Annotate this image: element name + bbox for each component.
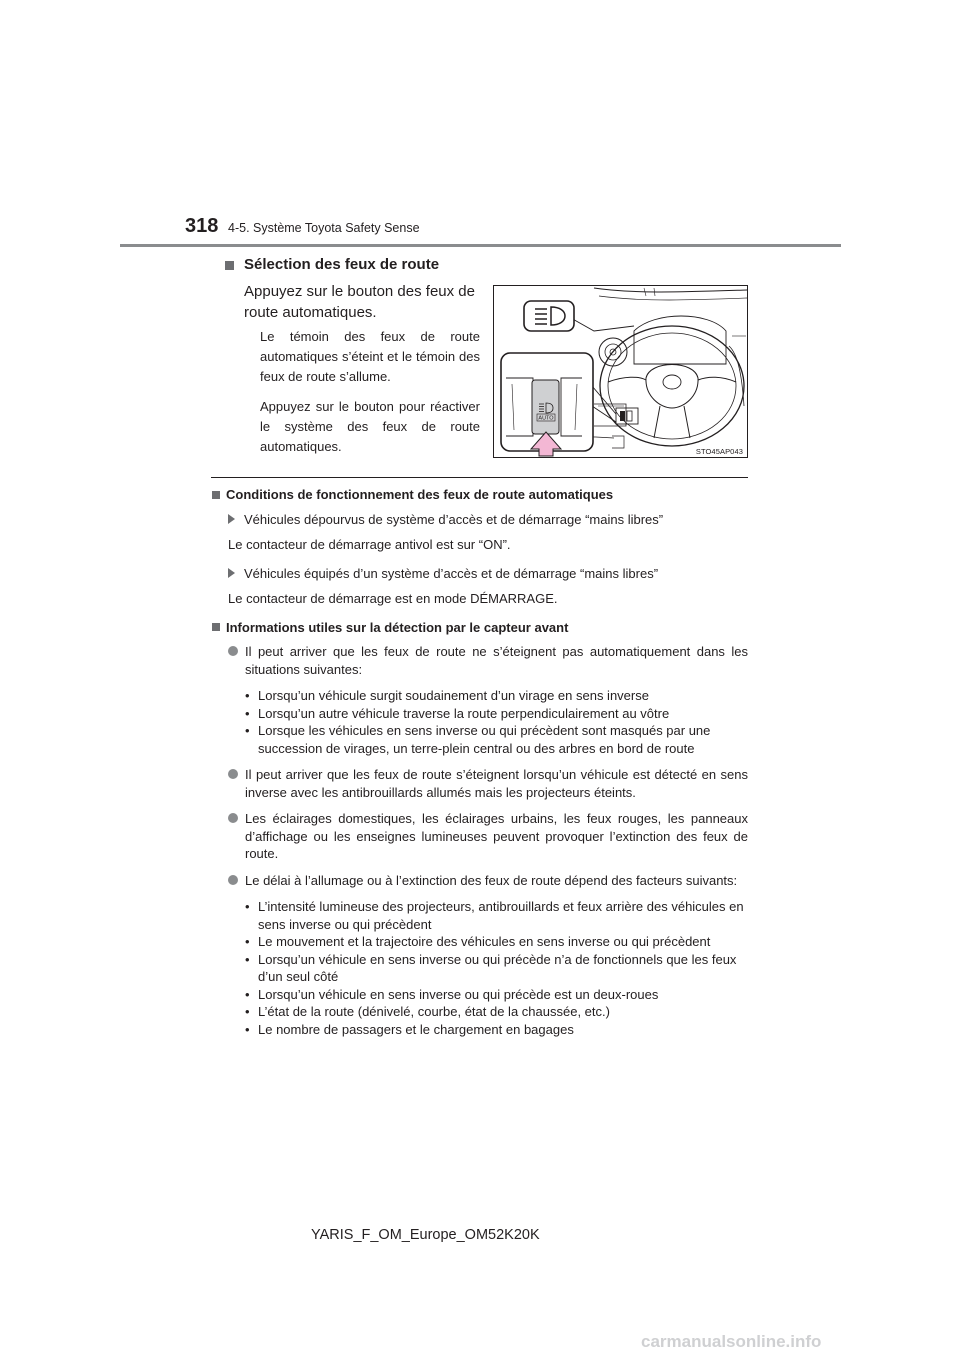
auto-label: AUTO [538,415,554,422]
list-item [228,766,748,801]
sub-list-item: • Le nombre de passagers et le chargement en bagages [245,1021,748,1039]
list-item-text: Il peut arriver que les feux de route s’éteignent lorsqu’un véhicule est détecté en sens inverse avec les antibrouillards allumés mais les projecteurs éteints. [245,767,748,800]
circle-bullet-icon [228,769,238,779]
note-text: Appuyez sur le bouton pour réactiver le système des feux de route automatiques. [260,399,480,454]
document-code: YARIS_F_OM_Europe_OM52K20K [311,1227,540,1243]
section-divider [211,477,748,478]
list-item [228,810,748,863]
condition-text: Le contacteur de démarrage est en mode DÉMARRAGE. [228,591,558,606]
vehicle-case [228,565,748,583]
list-item-text: Le délai à l’allumage ou à l’extinction des feux de route dépend des facteurs suivants: [245,872,738,888]
dashboard-illustration [493,285,748,458]
subsection-heading [212,486,748,504]
circle-bullet-icon [228,646,238,656]
sub-list [245,898,748,1038]
instruction-text: Appuyez sur le bouton des feux de route automatiques. [244,283,475,321]
vehicle-case-label: Véhicules équipés d’un système d’accès et de démarrage “mains libres” [244,565,659,581]
list-item-text: Il peut arriver que les feux de route ne s’éteignent pas automatiquement dans les situations suivantes: [245,644,748,677]
sub-list-item: • Lorsqu’un autre véhicule traverse la route perpendiculairement au vôtre [245,705,748,723]
section-heading [225,256,439,274]
sub-list [245,687,748,757]
arrow-bullet-icon [228,514,235,524]
section-title: Sélection des feux de route [244,256,440,273]
page-number: 318 [185,215,219,237]
figure-code: STO45AP043 [695,447,743,456]
sub-list-item: • Le mouvement et la trajectoire des véhicules en sens inverse ou qui précèdent [245,933,748,951]
notes-section [212,486,748,1047]
sub-list-item: • Lorsqu’un véhicule en sens inverse ou qui précède est un deux-roues [245,986,748,1004]
square-bullet-icon [225,261,234,270]
square-bullet-icon [212,491,220,499]
subsection-title: Conditions de fonctionnement des feux de route automatiques [226,487,614,502]
condition-text: Le contacteur de démarrage antivol est sur “ON”. [228,537,511,552]
note-text: Le témoin des feux de route automatiques s’éteint et le témoin des feux de route s’allume. [260,329,480,384]
sub-list-item: • L’état de la route (dénivelé, courbe, état de la chaussée, etc.) [245,1003,748,1021]
sub-list-item: • Lorsqu’un véhicule surgit soudainement d’un virage en sens inverse [245,687,748,705]
list-item-text: Les éclairages domestiques, les éclairages urbains, les feux rouges, les panneaux d’affichage ou les enseignes lumineuses peuvent provoquer l’extinction des feux de route. [245,811,748,861]
auto-high-beam-button [532,380,559,434]
list-item [228,872,748,890]
list-item [228,643,748,678]
dashboard-drawing [494,286,748,458]
circle-bullet-icon [228,813,238,823]
high-beam-icon [524,301,574,331]
arrow-bullet-icon [228,568,235,578]
circle-bullet-icon [228,875,238,885]
breadcrumb: 4-5. Système Toyota Safety Sense [228,221,420,235]
subsection-title: Informations utiles sur la détection par le capteur avant [226,619,569,635]
header-divider [120,244,841,247]
sub-list-item: • Lorsque les véhicules en sens inverse ou qui précèdent sont masqués par une succession de virages, un terre-plein central ou des arbres en bord de route [245,722,748,757]
watermark: carmanualsonline.info [641,1332,822,1351]
square-bullet-icon [212,623,220,631]
subsection-heading [212,619,748,637]
sub-list-item: • L’intensité lumineuse des projecteurs, antibrouillards et feux arrière des véhicules en sens inverse ou qui précèdent [245,898,748,933]
sub-list-item: • Lorsqu’un véhicule en sens inverse ou qui précède n’a de fonctionnels que les feux d’un seul côté [245,951,748,986]
vehicle-case [228,511,748,529]
vehicle-case-label: Véhicules dépourvus de système d’accès et de démarrage “mains libres” [244,511,664,527]
